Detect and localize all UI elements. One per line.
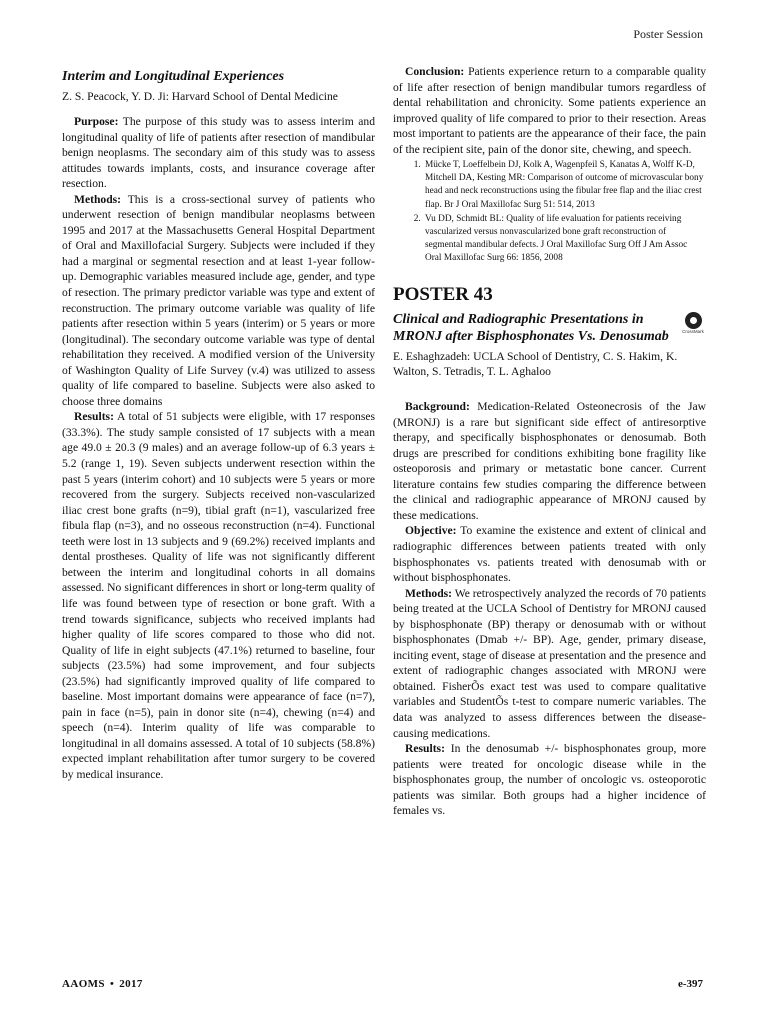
background-text: Medication-Related Osteonecrosis of the Jaw (MRONJ) is a rare but significant side effect of antiresorptive therapy, and specifically bisphosphonates or denosumab. Both drugs are prescribed for conditions exhibiting bone fragility like osteoporosis and primary or metastatic bone cancer. Current literature contains few studies comparing the difference between the clinical and radiographic appearance of MRONJ caused by these medications.: [393, 400, 706, 522]
crossmark-label: CrossMark: [682, 329, 704, 335]
footer-journal: [62, 978, 143, 990]
poster-methods-text: We retrospectively analyzed the records of 70 patients being treated at the UCLA School of Dentistry for MRONJ caused by bisphosphonate (BP) therapy or denosumab with or without bisphosphonates (Dmab +/- BP). Age, gender, primary disease, inciting event, stage of disease at presentation and the presence and extent of radiographic changes associated with MRONJ were obtained. FisherÕs exact test was used to compare qualitative variables and StudentÕs t-test to compare numeric variables. The data was analyzed to assess differences between the disease-causing medications.: [393, 586, 706, 740]
methods-paragraph: [62, 192, 375, 410]
reference-item: 1. Mücke T, Loeffelbein DJ, Kolk A, Wagenpfeil S, Kanatas A, Wolff K-D, Mitchell DA, Kesting MR: Comparison of outcome of microvascular bony head and neck reconstructions using the fibular free flap and the iliac crest flap. Br J Oral Maxillofac Surg 51: 514, 2013: [423, 159, 706, 211]
objective-heading: Objective:: [405, 524, 457, 538]
background-heading: Background:: [405, 400, 470, 414]
results-text: A total of 51 subjects were eligible, with 17 responses (33.3%). The study sample consisted of 17 subjects with a mean age 49.0 ± 20.3 (9 males) and an average follow-up of 6.3 years ± 5.2 (range 1, 19). Seven subjects underwent resection within the past 5 years (interim cohort) and 10 subjects were 5 years or more recovered from the surgery. Subjects received non-vascularized iliac crest bone grafts (n=9), tibial graft (n=1), vascularized free fibula flap (n=3), and no osseous reconstruction (n=4). Functional teeth were lost in 13 subjects and 9 (69.2%) received implants and dental prostheses. Quality of life was not significantly different between the interim and longitudinal cohorts in all domains assessed. No significant differences in short or long-term quality of life was found between type of resection or bone graft. With a trend towards significance, subjects who received implants had higher quality of life scores compared to those who did not. Quality of life in eight subjects (47.1%) returned to baseline, four subjects (23.5%) had some improvement, and four subjects (23.5%) had significantly improved quality of life compared to baseline. Most important domains were appearance of face (n=7), pain in face (n=5), pain in donor site (n=4), chewing (n=4) and speech (n=4). Interim quality of life was comparable to longitudinal in all domains assessed. A total of 10 subjects (58.8%) expected implant rehabilitation after tumor surgery to be covered by medical insurance.: [62, 410, 375, 781]
poster-methods-heading: Methods:: [405, 586, 453, 600]
crossmark-icon[interactable]: [680, 312, 706, 334]
methods-heading: Methods:: [74, 192, 122, 206]
results-paragraph: [62, 409, 375, 782]
running-header: Poster Session: [633, 27, 703, 41]
poster-label: POSTER 43: [393, 284, 493, 306]
poster-authors: E. Eshaghzadeh: UCLA School of Dentistry, C. S. Hakim, K. Walton, S. Tetradis, T. L. Aghaloo: [393, 350, 678, 379]
reference-list: [393, 159, 706, 265]
results-heading: Results:: [74, 410, 114, 424]
right-column: [393, 64, 706, 819]
reference-item: 2. Vu DD, Schmidt BL: Quality of life evaluation for patients receiving vascularized versus nonvascularized bone graft reconstruction of segmental mandibular defects. J Oral Maxillofac Surg Off J Am Assoc Oral Maxillofac Surg 66: 1856, 2008: [423, 213, 706, 265]
conclusion-heading: Conclusion:: [405, 65, 465, 78]
poster-title: Clinical and Radiographic Presentations in MRONJ after Bisphosphonates Vs. Denosumab: [393, 312, 669, 345]
conclusion-paragraph: [393, 64, 706, 157]
page-number: e-397: [677, 978, 703, 990]
footer-year: 2017: [119, 978, 143, 990]
background-paragraph: [393, 399, 706, 523]
purpose-paragraph: [62, 114, 375, 192]
poster-results-paragraph: [393, 741, 706, 819]
poster-methods-paragraph: [393, 586, 706, 741]
footer-bullet: •: [109, 978, 115, 990]
poster-results-text: In the denosumab +/- bisphosphonates group, more patients were treated for oncologic disease while in the bisphosphonates group, the number of oncologic vs. osteoporotic patients was similar. Both groups had a higher incidence of females vs.: [393, 742, 706, 818]
purpose-text: The purpose of this study was to assess interim and longitudinal quality of life of patients after resection of mandibular benign neoplasms. The secondary aim of this study was to assess attitudes towards implants, costs, and insurance coverage after resection.: [62, 115, 375, 191]
poster-results-heading: Results:: [405, 742, 445, 756]
article-authors: Z. S. Peacock, Y. D. Ji: Harvard School of Dental Medicine: [62, 90, 338, 103]
footer-journal-name: AAOMS: [62, 978, 105, 990]
purpose-heading: Purpose:: [74, 115, 119, 128]
methods-text: This is a cross-sectional survey of patients who underwent resection of benign mandibular neoplasms between 1995 and 2017 at the Massachusetts General Hospital Department of Oral and Maxillofacial Surgery. Subjects were included if they had a marginal or segmental resection and at least 1-year follow-up. Demographic variables measured include age, gender, and type of resection. The primary predictor variable was type and extent of reconstruction. The primary outcome variable was quality of life patients after resection within 5 years (interim) or 5 years or more (longitudinal). The secondary outcome variable was type of dental rehabilitation they received. A modified version of the University of Washington Quality of Life Survey (v.4) was utilized to assess quality of life compared to baseline. Subjects were also asked to choose three domains: [62, 192, 375, 408]
poster-title-row: [393, 311, 706, 349]
objective-text: To examine the existence and extent of clinical and radiographic differences between patients treated with only bisphosphonates vs. patients treated with denosumab with or without bisphosphonates.: [393, 524, 706, 585]
crossmark-disc: [685, 312, 702, 329]
left-column: [62, 64, 375, 783]
article-title: Interim and Longitudinal Experiences: [62, 69, 285, 84]
conclusion-text: Patients experience return to a comparable quality of life after resection of benign mandibular tumors regardless of dental rehabilitation and chronicity. Some patients experience an improved quality of life compared to prior to their resection. Areas most important to patients are the appearance of their face, the pain of the recipient site, pain of the donor site, chewing, and speech.: [393, 65, 706, 156]
objective-paragraph: [393, 523, 706, 585]
